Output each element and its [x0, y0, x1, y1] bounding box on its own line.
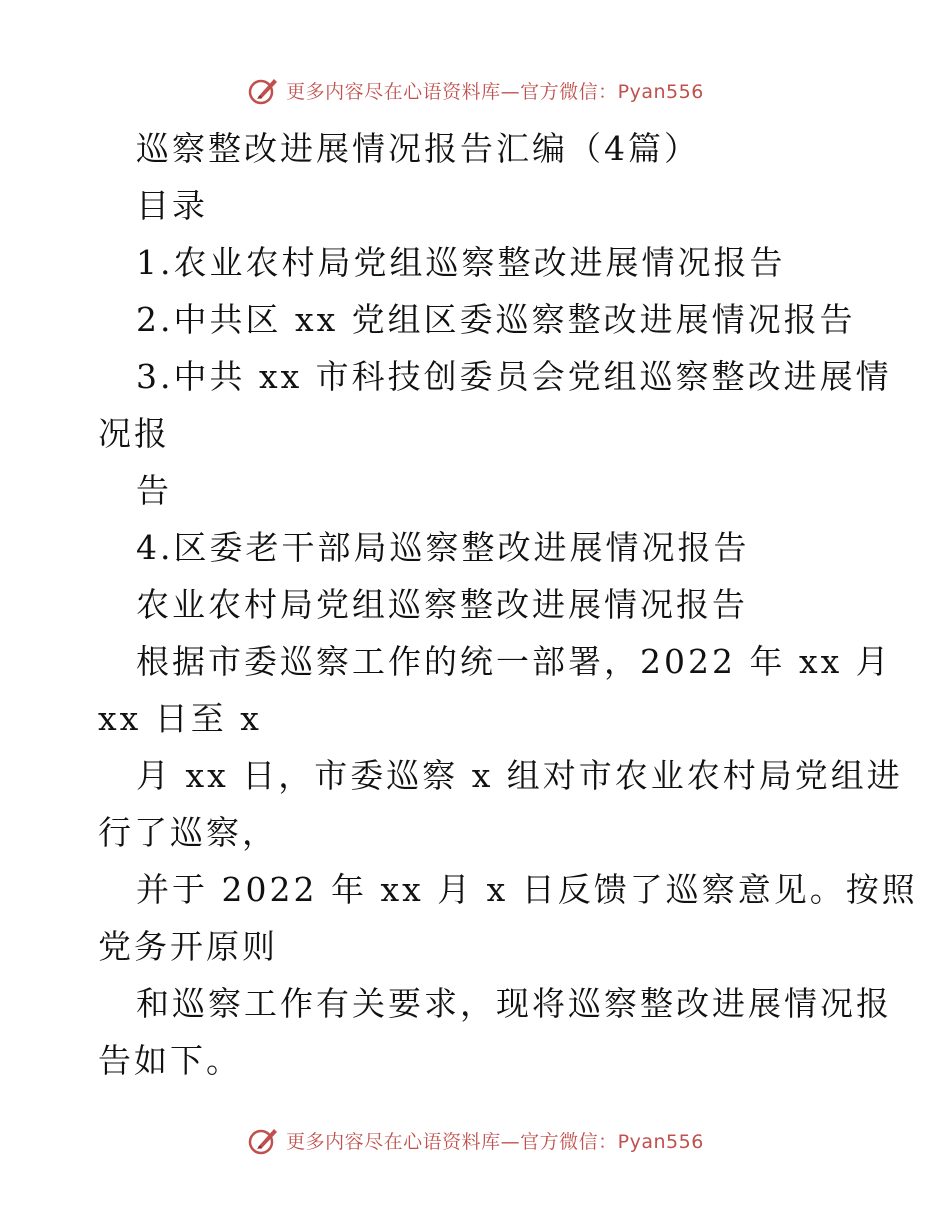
document-line: 告 — [136, 471, 172, 510]
document-line: 农业农村局党组巡察整改进展情况报告 — [136, 585, 748, 624]
document-line: 并于 2022 年 xx 月 x 日反馈了巡察意见。按照 — [136, 870, 918, 909]
document-line: 目录 — [136, 186, 208, 225]
document-line: 根据市委巡察工作的统一部署，2022 年 xx 月 — [136, 642, 892, 681]
document-line: 月 xx 日，市委巡察 x 组对市农业农村局党组进 — [136, 756, 903, 795]
document-line: xx 日至 x — [98, 699, 262, 738]
header-banner-text: 更多内容尽在心语资料库—官方微信：Pyan556 — [286, 80, 704, 103]
document-line: 4.区委老干部局巡察整改进展情况报告 — [136, 528, 750, 567]
document-line: 党务开原则 — [98, 927, 278, 966]
document-line: 况报 — [98, 414, 170, 453]
document-body — [98, 120, 918, 1089]
footer-banner — [0, 1120, 950, 1160]
header-banner — [0, 70, 950, 110]
footer-banner-inner — [246, 1123, 704, 1157]
document-line: 和巡察工作有关要求，现将巡察整改进展情况报 — [136, 984, 892, 1023]
document-line: 巡察整改进展情况报告汇编（4篇） — [136, 129, 700, 168]
quill-pen-icon — [246, 1123, 280, 1157]
document-line: 行了巡察， — [98, 813, 278, 852]
header-banner-inner — [246, 73, 704, 107]
quill-pen-icon — [246, 73, 280, 107]
document-line: 1.农业农村局党组巡察整改进展情况报告 — [136, 243, 786, 282]
document-line: 告如下。 — [98, 1041, 242, 1080]
document-line: 3.中共 xx 市科技创委员会党组巡察整改进展情 — [136, 357, 892, 396]
footer-banner-text: 更多内容尽在心语资料库—官方微信：Pyan556 — [286, 1130, 704, 1153]
document-line: 2.中共区 xx 党组区委巡察整改进展情况报告 — [136, 300, 856, 339]
